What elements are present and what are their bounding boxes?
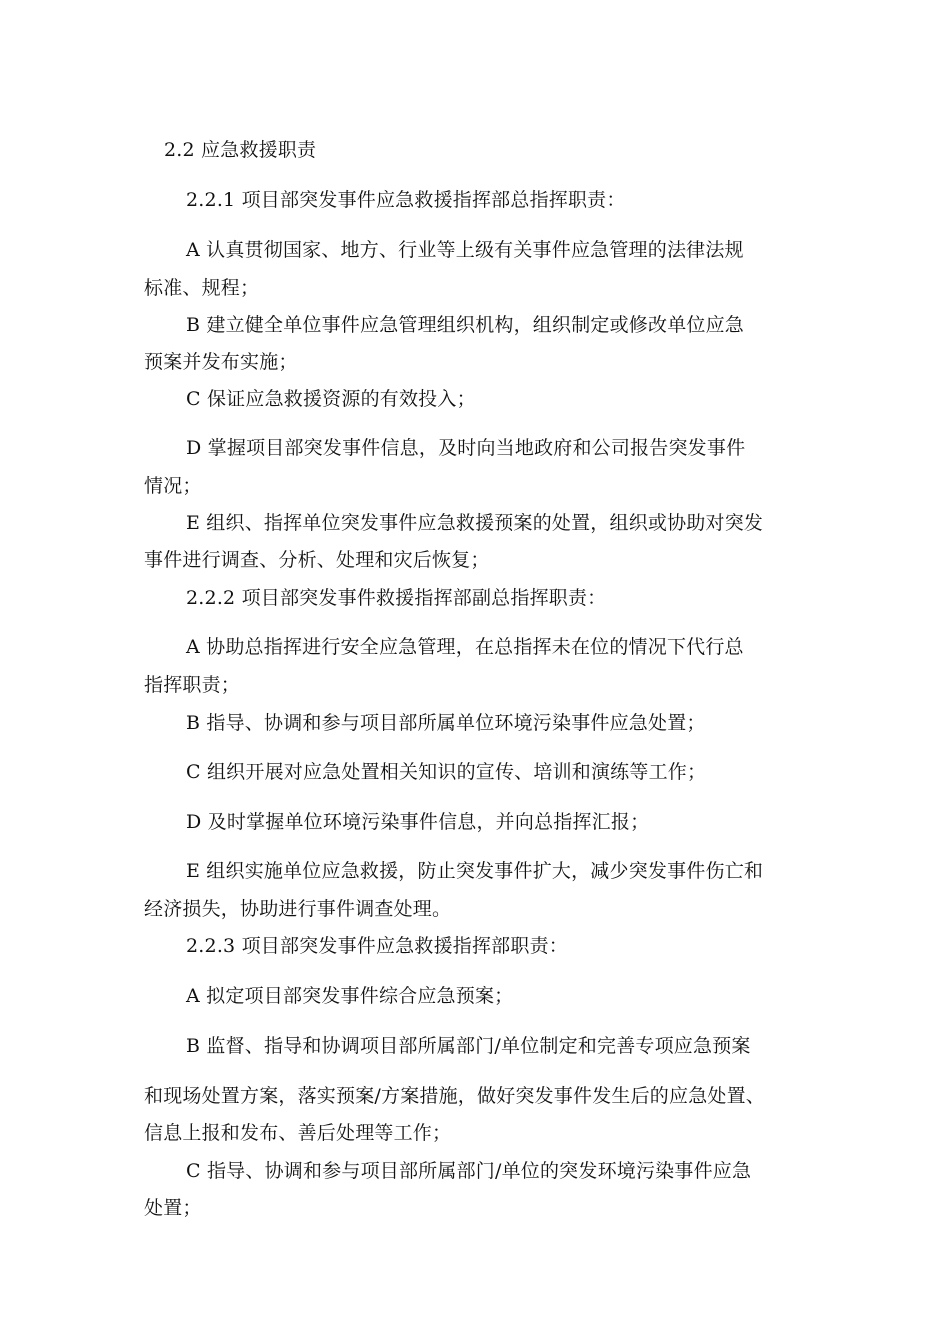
paragraph-line: 标准、规程； bbox=[144, 277, 260, 299]
paragraph-line: E 组织、指挥单位突发事件应急救援预案的处置，组织或协助对突发 bbox=[186, 512, 764, 534]
paragraph-line: 事件进行调查、分析、处理和灾后恢复； bbox=[144, 549, 490, 571]
section-title: 2.2 应急救援职责 bbox=[164, 139, 317, 161]
paragraph-line: B 建立健全单位事件应急管理组织机构，组织制定或修改单位应急 bbox=[186, 314, 745, 336]
subsection-heading-2-2-3: 2.2.3 项目部突发事件应急救援指挥部职责： bbox=[186, 935, 568, 957]
paragraph-line: 处置； bbox=[144, 1197, 202, 1219]
paragraph-line: 指挥职责； bbox=[144, 674, 241, 696]
paragraph-line: A 协助总指挥进行安全应急管理，在总指挥未在位的情况下代行总 bbox=[186, 636, 744, 658]
paragraph-line: A 拟定项目部突发事件综合应急预案； bbox=[186, 985, 514, 1007]
subsection-heading-2-2-1: 2.2.1 项目部突发事件应急救援指挥部总指挥职责： bbox=[186, 189, 626, 211]
paragraph-line: E 组织实施单位应急救援，防止突发事件扩大，减少突发事件伤亡和 bbox=[186, 860, 764, 882]
paragraph-line: C 保证应急救援资源的有效投入； bbox=[186, 388, 476, 410]
paragraph-line: A 认真贯彻国家、地方、行业等上级有关事件应急管理的法律法规 bbox=[186, 239, 744, 261]
paragraph-line: D 及时掌握单位环境污染事件信息，并向总指挥汇报； bbox=[186, 811, 650, 833]
paragraph-line: 预案并发布实施； bbox=[144, 351, 298, 373]
paragraph-line: C 组织开展对应急处置相关知识的宣传、培训和演练等工作； bbox=[186, 761, 707, 783]
paragraph-line: 经济损失，协助进行事件调查处理。 bbox=[144, 898, 452, 920]
paragraph-line: D 掌握项目部突发事件信息，及时向当地政府和公司报告突发事件 bbox=[186, 437, 746, 459]
subsection-heading-2-2-2: 2.2.2 项目部突发事件救援指挥部副总指挥职责： bbox=[186, 587, 607, 609]
paragraph-line: C 指导、协调和参与项目部所属部门/单位的突发环境污染事件应急 bbox=[186, 1160, 752, 1182]
paragraph-line: B 监督、指导和协调项目部所属部门/单位制定和完善专项应急预案 bbox=[186, 1035, 751, 1057]
paragraph-line: 和现场处置方案，落实预案/方案措施，做好突发事件发生后的应急处置、 bbox=[144, 1085, 766, 1107]
paragraph-line: 信息上报和发布、善后处理等工作； bbox=[144, 1122, 452, 1144]
paragraph-line: B 指导、协调和参与项目部所属单位环境污染事件应急处置； bbox=[186, 712, 706, 734]
paragraph-line: 情况； bbox=[144, 475, 202, 497]
